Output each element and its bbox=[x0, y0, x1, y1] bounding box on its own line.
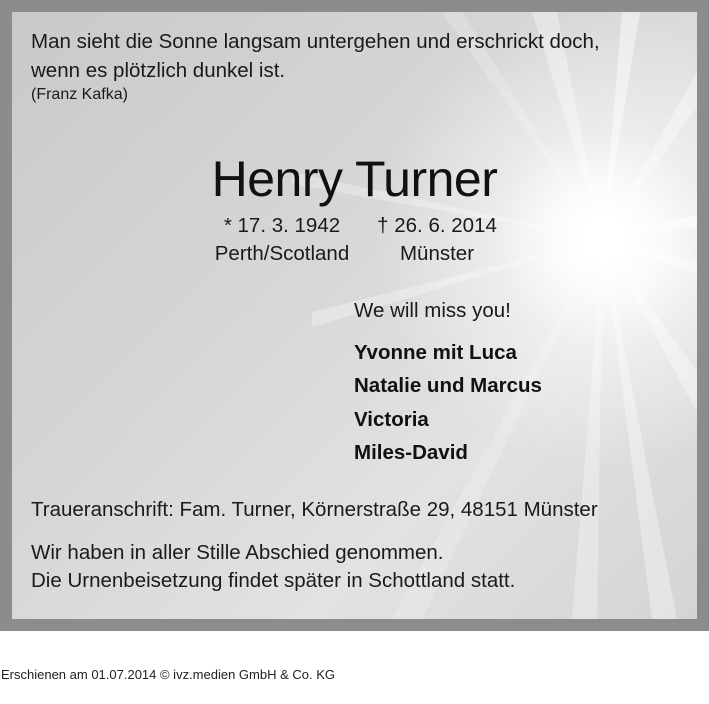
death-place: Münster bbox=[399, 242, 475, 265]
death-date: † 26. 6. 2014 bbox=[377, 214, 497, 237]
deceased-name: Henry Turner bbox=[211, 151, 498, 207]
quote-line-1: Man sieht die Sonne langsam untergehen und erschrickt doch, bbox=[31, 30, 600, 53]
birth-date: * 17. 3. 1942 bbox=[223, 214, 341, 237]
obituary-panel bbox=[12, 12, 697, 619]
signer-name: Natalie und Marcus bbox=[354, 374, 542, 397]
quote-line-2: wenn es plötzlich dunkel ist. bbox=[31, 59, 286, 82]
mourning-address: Traueranschrift: Fam. Turner, Körnerstraße 29, 48151 Münster bbox=[31, 498, 598, 521]
signer-name: Victoria bbox=[354, 408, 429, 431]
farewell-message: We will miss you! bbox=[354, 299, 511, 322]
closing-line-2: Die Urnenbeisetzung findet später in Schottland statt. bbox=[31, 569, 516, 592]
signer-name: Miles-David bbox=[354, 441, 468, 464]
closing-line-1: Wir haben in aller Stille Abschied genommen. bbox=[31, 541, 444, 564]
birth-place: Perth/Scotland bbox=[214, 242, 350, 265]
quote-author: (Franz Kafka) bbox=[31, 86, 128, 103]
signer-name: Yvonne mit Luca bbox=[354, 341, 517, 364]
publication-footer: Erschienen am 01.07.2014 © ivz.medien GmbH & Co. KG bbox=[1, 667, 336, 682]
